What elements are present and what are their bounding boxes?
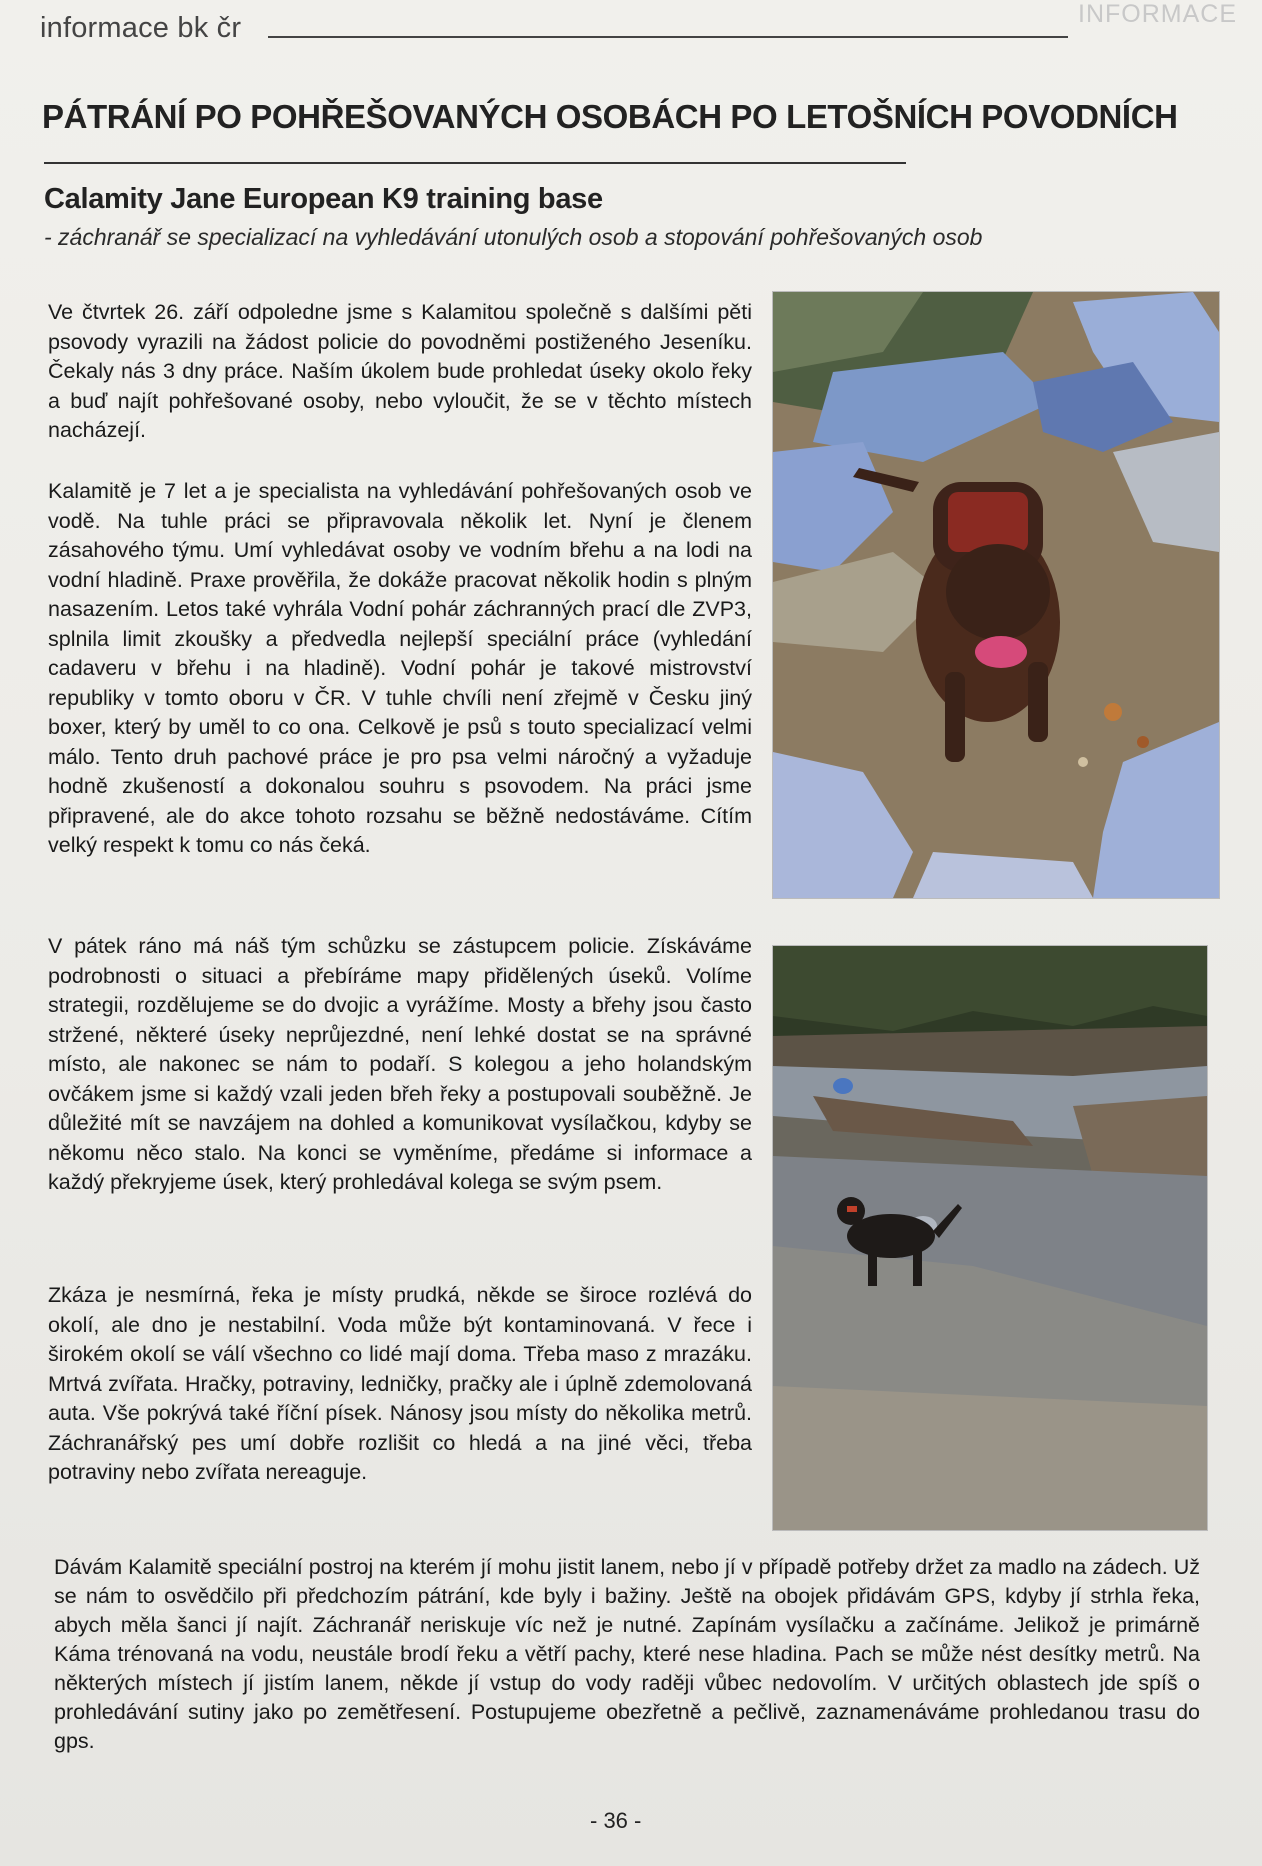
header-rule — [268, 36, 1068, 38]
paragraph-2: Kalamitě je 7 let a je specialista na vyhledávání pohřešovaných osob ve vodě. Na tuhle práci se připravovala několik let. Nyní je členem zásahového týmu. Umí vyhledávat osoby ve vodním břehu a na lodi na vodní hladině. Praxe prověřila, že dokáže pracovat několik hodin s plným nasazením. Letos také vyhrála Vodní pohár záchranných prací dle ZVP3, splnila limit zkoušky a předvedla nejlepší speciální práce (vyhledání cadaveru v břehu i na hladině). Vodní pohár je takové mistrovství republiky v tomto oboru v ČR. V tuhle chvíli není zřejmě v Česku jiný boxer, který by uměl to co ona. Celkově je psů s touto specializací velmi málo. Tento druh pachové práce je pro psa velmi náročný a vyžaduje hodně zkušeností a dokonalou souhru s psovodem. Na práci jsme připravené, ale do akce tohoto rozsahu se běžně nedostáváme. Cítím velký respekt k tomu co nás čeká. — [48, 479, 752, 857]
dog-on-rocks-image — [773, 292, 1219, 898]
article-subtitle: Calamity Jane European K9 training base — [44, 183, 603, 215]
section-label: INFORMACE — [1078, 0, 1237, 28]
section-header: informace bk čr — [40, 12, 242, 44]
paragraph-4: Zkáza je nesmírná, řeka je místy prudká, někde se široce rozlévá do okolí, ale dno je nestabilní. Voda může být kontaminovaná. V řece i širokém okolí se válí všechno co lidé mají doma. Třeba maso z mrazáku. Mrtvá zvířata. Hračky, potraviny, ledničky, pračky ale i úplně zdemolovaná auta. Vše pokrývá také říční písek. Nánosy jsou místy do několika metrů. Záchranářský pes umí dobře rozlišit co hledá a na jiné věci, třeba potraviny nebo zvířata nereaguje. — [48, 1283, 752, 1484]
title-rule — [44, 162, 906, 164]
dog-on-rocks-photo — [772, 291, 1220, 899]
paragraph-3: V pátek ráno má náš tým schůzku se zástupcem policie. Získáváme podrobnosti o situaci a přebíráme mapy přidělených úseků. Volíme strategii, rozdělujeme se do dvojic a vyrážíme. Mosty a břehy jsou často stržené, některé úseky neprůjezdné, není lehké dostat se na správné místo, ale nakonec se nám to podaří. S kolegou a jeho holandským ovčákem jsme si každý vzali jeden břeh řeky a postupovali souběžně. Je důležité mít se navzájem na dohled a komunikovat vysílačkou, kdyby se někomu něco stalo. Na konci se vyměníme, předáme si informace a každý překryjeme úsek, který prohledával kolega se svým psem. — [48, 934, 752, 1194]
article-title: PÁTRÁNÍ PO POHŘEŠOVANÝCH OSOBÁCH PO LETOŠNÍCH POVODNÍCH — [42, 98, 1178, 135]
dog-in-river-image — [773, 946, 1207, 1530]
article-tagline: - záchranář se specializací na vyhledávání utonulých osob a stopování pohřešovaných osob — [44, 224, 983, 250]
dog-in-river-photo — [772, 945, 1208, 1531]
paragraph-5: Dávám Kalamitě speciální postroj na kterém jí mohu jistit lanem, nebo jí v případě potřeby držet za madlo na zádech. Už se nám to osvědčilo při předchozím pátrání, kde byly i bažiny. Ještě na obojek přidávám GPS, kdyby jí strhla řeka, abych měla šanci jí najít. Záchranář neriskuje víc než je nutné. Zapínám vysílačku a začínáme. Jelikož je primárně Káma trénovaná na vodu, neustále brodí řeku a větří pachy, které nese hladina. Pach se může nést desítky metrů. Na některých místech jí jistím lanem, někde jí vstup do vody raději vůbec nedovolím. V určitých oblastech jde spíš o prohledávání sutiny jako po zemětřesení. Postupujeme obezřetně a pečlivě, zaznamenáváme prohledanou trasu do gps. — [54, 1555, 1200, 1753]
paragraph-1: Ve čtvrtek 26. září odpoledne jsme s Kalamitou společně s dalšími pěti psovody vyrazili na žádost policie do povodněmi postiženého Jeseníku. Čekaly nás 3 dny práce. Naším úkolem bude prohledat úseky okolo řeky a buď najít pohřešované osoby, nebo vyloučit, že se v těchto místech nacházejí. — [48, 300, 752, 442]
page-number: - 36 - — [590, 1808, 642, 1833]
